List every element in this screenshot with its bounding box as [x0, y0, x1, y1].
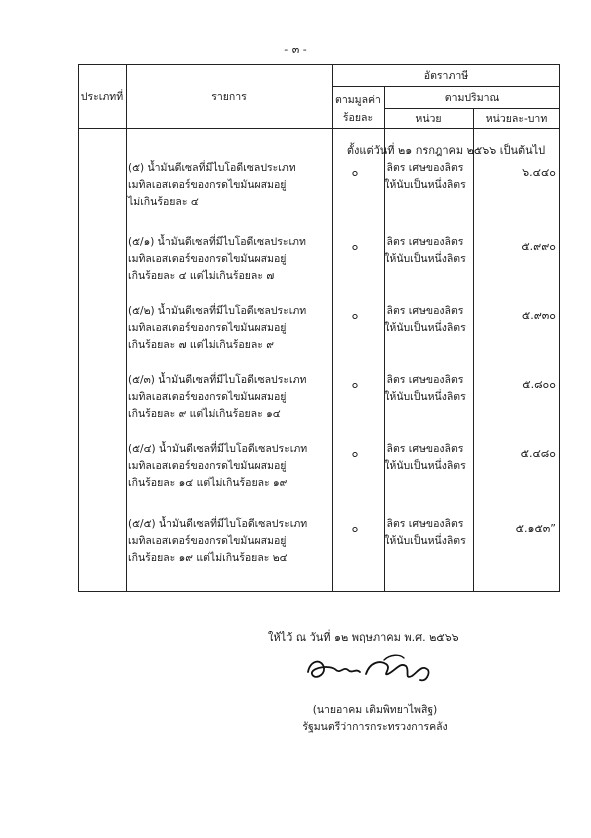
row-rate-value: ๐ [351, 309, 359, 322]
table-border-right [559, 64, 560, 592]
header-divider-quantity [384, 108, 560, 109]
table-row [128, 516, 328, 567]
row-item-line3: ไม่เกินร้อยละ ๔ [128, 196, 199, 208]
row-unit-line2: ให้นับเป็นหนึ่งลิตร [384, 179, 466, 191]
row-unit [384, 372, 466, 406]
row-item-line1: (๕/๑) น้ำมันดีเซลที่มีไบโอดีเซลประเภท [128, 236, 306, 248]
effective-date-note: ตั้งแต่วันที่ ๒๑ กรกฎาคม ๒๕๖๖ เป็นต้นไป [346, 144, 546, 157]
row-item-line1: (๕/๓) น้ำมันดีเซลที่มีไบโอดีเซลประเภท [128, 374, 307, 386]
signer-name: (นายอาคม เติมพิทยาไพสิฐ) [312, 704, 438, 716]
header-type: ประเภทที่ [80, 91, 124, 103]
row-price: ๕.๘๐๐ [522, 378, 556, 391]
row-unit-line2: ให้นับเป็นหนึ่งลิตร [384, 391, 466, 403]
given-on-date: ให้ไว้ ณ วันที่ ๑๒ พฤษภาคม พ.ศ. ๒๕๖๖ [268, 631, 459, 644]
row-rate-value: ๐ [351, 522, 359, 535]
header-item: รายการ [211, 91, 247, 103]
row-unit-line1: ลิตร เศษของลิตร [386, 162, 464, 174]
row-item-line1: (๕) น้ำมันดีเซลที่มีไบโอดีเซลประเภท [128, 162, 296, 174]
row-price: ๕.๑๕๓” [515, 522, 556, 535]
row-rate-value: ๐ [351, 240, 359, 253]
row-unit [384, 516, 466, 550]
header-by-value [332, 93, 384, 125]
table-header-bottom [78, 128, 560, 129]
col-divider-item [332, 64, 333, 592]
handwritten-signature [300, 650, 440, 693]
header-unit: หน่วย [415, 113, 442, 125]
signer-title: รัฐมนตรีว่าการกระทรวงการคลัง [302, 721, 448, 733]
signer-block [300, 702, 450, 736]
table-row [128, 160, 328, 211]
header-by-value-line2: ร้อยละ [342, 112, 374, 124]
header-by-quantity: ตามปริมาณ [444, 92, 500, 104]
row-unit [384, 160, 466, 194]
header-per-unit: หน่วยละ-บาท [485, 113, 548, 125]
row-item-line3: เกินร้อยละ ๗ แต่ไม่เกินร้อยละ ๙ [128, 339, 274, 351]
row-item-line3: เกินร้อยละ ๑๔ แต่ไม่เกินร้อยละ ๑๙ [128, 477, 288, 489]
table-border-left [78, 64, 79, 592]
row-item-line3: เกินร้อยละ ๔ แต่ไม่เกินร้อยละ ๗ [128, 270, 275, 282]
row-price: ๕.๔๘๐ [520, 447, 556, 460]
table-row [128, 372, 328, 423]
header-by-value-line1: ตามมูลค่า [335, 94, 381, 106]
table-row [128, 234, 328, 285]
row-item-line1: (๕/๕) น้ำมันดีเซลที่มีไบโอดีเซลประเภท [128, 518, 308, 530]
row-unit-line1: ลิตร เศษของลิตร [386, 374, 464, 386]
table-border-bottom [78, 591, 560, 592]
row-unit-line1: ลิตร เศษของลิตร [386, 305, 464, 317]
row-rate-value: ๐ [351, 447, 359, 460]
table-row [128, 303, 328, 354]
row-unit-line1: ลิตร เศษของลิตร [386, 518, 464, 530]
header-tax-rate: อัตราภาษี [423, 70, 469, 82]
row-price: ๕.๙๓๐ [521, 309, 556, 322]
row-unit-line2: ให้นับเป็นหนึ่งลิตร [384, 460, 466, 472]
table-border-top [78, 64, 560, 65]
row-unit-line2: ให้นับเป็นหนึ่งลิตร [384, 535, 466, 547]
row-item-line2: เมทิลเอสเตอร์ของกรดไขมันผสมอยู่ [128, 322, 287, 334]
row-unit-line2: ให้นับเป็นหนึ่งลิตร [384, 253, 466, 265]
col-divider-type [126, 64, 127, 592]
row-unit-line2: ให้นับเป็นหนึ่งลิตร [384, 322, 466, 334]
header-divider-rate [332, 86, 560, 87]
row-item-line2: เมทิลเอสเตอร์ของกรดไขมันผสมอยู่ [128, 460, 287, 472]
row-unit [384, 303, 466, 337]
row-item-line2: เมทิลเอสเตอร์ของกรดไขมันผสมอยู่ [128, 179, 287, 191]
row-price: ๕.๙๙๐ [521, 240, 556, 253]
row-item-line2: เมทิลเอสเตอร์ของกรดไขมันผสมอยู่ [128, 253, 287, 265]
row-rate-value: ๐ [351, 166, 359, 179]
row-unit-line1: ลิตร เศษของลิตร [386, 236, 464, 248]
row-item-line3: เกินร้อยละ ๑๙ แต่ไม่เกินร้อยละ ๒๔ [128, 552, 288, 564]
row-unit [384, 441, 466, 475]
row-item-line1: (๕/๔) น้ำมันดีเซลที่มีไบโอดีเซลประเภท [128, 443, 308, 455]
row-unit [384, 234, 466, 268]
table-row [128, 441, 328, 492]
row-rate-value: ๐ [351, 378, 359, 391]
row-item-line1: (๕/๒) น้ำมันดีเซลที่มีไบโอดีเซลประเภท [128, 305, 307, 317]
row-unit-line1: ลิตร เศษของลิตร [386, 443, 464, 455]
row-item-line2: เมทิลเอสเตอร์ของกรดไขมันผสมอยู่ [128, 535, 287, 547]
row-item-line2: เมทิลเอสเตอร์ของกรดไขมันผสมอยู่ [128, 391, 287, 403]
row-item-line3: เกินร้อยละ ๙ แต่ไม่เกินร้อยละ ๑๔ [128, 408, 281, 420]
row-price: ๖.๔๔๐ [522, 166, 556, 179]
page-number: - ๓ - [284, 43, 307, 56]
